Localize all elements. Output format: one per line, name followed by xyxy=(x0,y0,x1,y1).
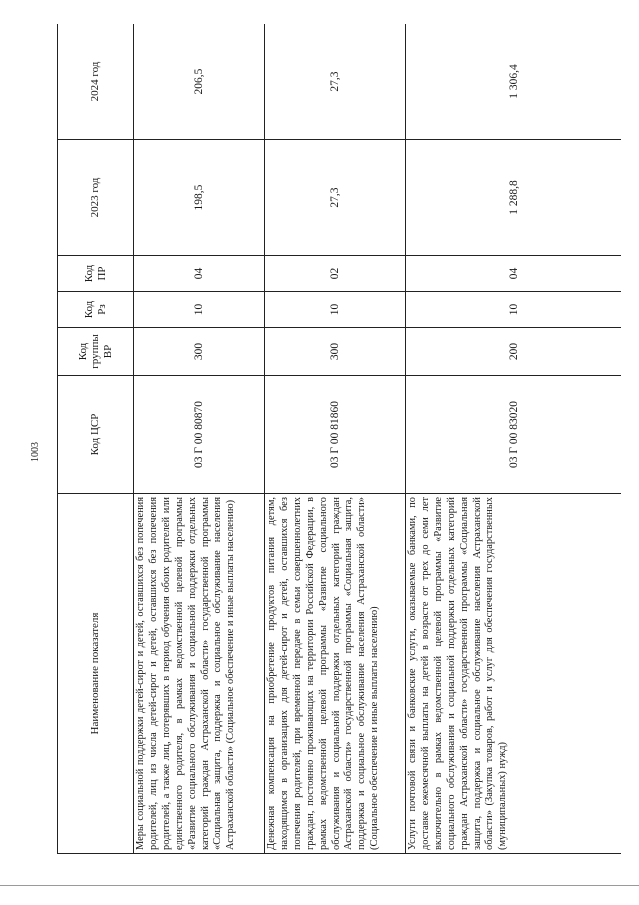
row-csr: 03 Г 00 83020 xyxy=(406,376,622,494)
scan-edge-line xyxy=(0,885,639,886)
header-row xyxy=(58,24,134,854)
row-name: Услуги почтовой связи и банковские услуги, оказываемые банками, по доставке ежемесячной выплаты на детей в возрасте от трех до семи лет включительно в рамках ведомственной целевой программы «Развитие социального обслуживания и социальной поддержки отдельных категорий граждан Астраханской области» государственной программы «Социальная защита, поддержка и социальное обслуживание населения Астраханской области» (Закупка товаров, работ и услуг для обеспечения государственных (муниципальных) нужд) xyxy=(406,494,622,854)
table-row xyxy=(134,24,265,854)
row-2023: 198,5 xyxy=(134,140,265,256)
row-2023: 27,3 xyxy=(265,140,406,256)
header-vr: Код группы ВР xyxy=(58,328,134,376)
table-row xyxy=(265,24,406,854)
row-pr: 02 xyxy=(265,256,406,292)
header-csr: Код ЦСР xyxy=(58,376,134,494)
header-rz: Код Рз xyxy=(58,292,134,328)
row-pr: 04 xyxy=(406,256,622,292)
budget-table-rotated xyxy=(57,24,621,854)
row-2024: 27,3 xyxy=(265,24,406,140)
row-csr: 03 Г 00 80870 xyxy=(134,376,265,494)
row-vr: 200 xyxy=(406,328,622,376)
row-2024: 206,5 xyxy=(134,24,265,140)
header-2024: 2024 год xyxy=(58,24,134,140)
row-name: Денежная компенсация на приобретение продуктов питания детям, находящимся в организациях для детей-сирот и детей, оставшихся без попечения родителей, при временной передаче в семьи совершеннолетних граждан, постоянно проживающих на территории Российской Федерации, в рамках ведомственной целевой программы «Развитие социального обслуживания и социальной поддержки отдельных категорий граждан Астраханской области» государственной программы «Социальная защита, поддержка и социальное обслуживание населения Астраханской области» (Социальное обеспечение и иные выплаты населению) xyxy=(265,494,406,854)
row-rz: 10 xyxy=(406,292,622,328)
row-pr: 04 xyxy=(134,256,265,292)
budget-table-container xyxy=(57,24,621,854)
row-vr: 300 xyxy=(134,328,265,376)
row-2023: 1 288,8 xyxy=(406,140,622,256)
row-csr: 03 Г 00 81860 xyxy=(265,376,406,494)
table-row xyxy=(406,24,622,854)
row-name: Меры социальной поддержки детей-сирот и детей, оставшихся без попечения родителей, лиц из числа детей-сирот и детей, оставшихся без попечения родителей, а также лиц, потерявших в период обучения обоих родителей или единственного родителя, в рамках ведомственной целевой программы «Развитие социального обслуживания и социальной поддержки отдельных категорий граждан Астраханской области» государственной программы «Социальная защита, поддержка и социальное обслуживание населения Астраханской области» (Социальное обеспечение и иные выплаты населению) xyxy=(134,494,265,854)
row-rz: 10 xyxy=(134,292,265,328)
row-2024: 1 306,4 xyxy=(406,24,622,140)
header-pr: Код ПР xyxy=(58,256,134,292)
header-2023: 2023 год xyxy=(58,140,134,256)
header-name: Наименование показателя xyxy=(58,494,134,854)
budget-table xyxy=(57,24,621,854)
row-vr: 300 xyxy=(265,328,406,376)
page-number: 1003 xyxy=(30,442,41,462)
row-rz: 10 xyxy=(265,292,406,328)
